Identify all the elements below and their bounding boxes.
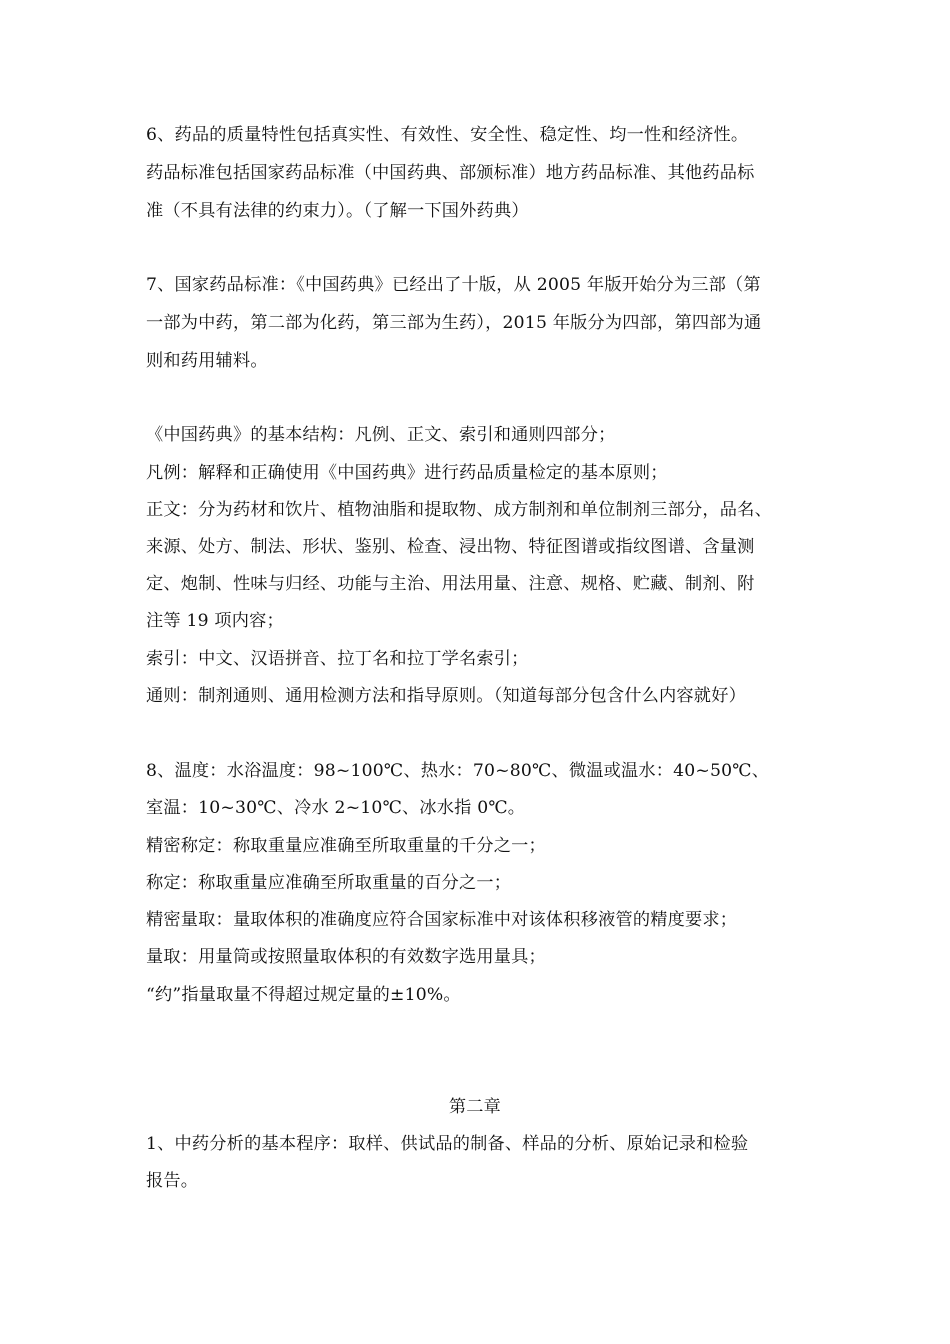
paragraph-line: 称定：称取重量应准确至所取重量的百分之一； [146,873,512,893]
paragraph-line: 《中国药典》的基本结构：凡例、正文、索引和通则四部分； [146,425,616,445]
paragraph-line: 定、炮制、性味与归经、功能与主治、用法用量、注意、规格、贮藏、制剂、附 [146,574,755,594]
paragraph-line: 准（不具有法律的约束力）。（了解一下国外药典） [146,201,529,221]
paragraph-line: 药品标准包括国家药品标准（中国药典、部颁标准）地方药品标准、其他药品标 [146,163,755,183]
paragraph-line: 则和药用辅料。 [146,351,268,371]
paragraph-line: 7、国家药品标准：《中国药典》已经出了十版，从 2005 年版开始分为三部（第 [146,275,761,295]
paragraph-line: 注等 19 项内容； [146,611,284,631]
paragraph-line: 报告。 [146,1171,199,1191]
paragraph-line: 1、中药分析的基本程序：取样、供试品的制备、样品的分析、原始记录和检验 [146,1134,749,1154]
paragraph-line: 量取：用量筒或按照量取体积的有效数字选用量具； [146,947,546,967]
paragraph-line: 通则：制剂通则、通用检测方法和指导原则。（知道每部分包含什么内容就好） [146,686,746,706]
chapter-heading: 第二章 [448,1097,502,1117]
paragraph-line: 精密量取：量取体积的准确度应符合国家标准中对该体积移液管的精度要求； [146,910,738,930]
paragraph-line: 凡例：解释和正确使用《中国药典》进行药品质量检定的基本原则； [146,463,668,483]
paragraph-line: 6、药品的质量特性包括真实性、有效性、安全性、稳定性、均一性和经济性。 [146,125,749,145]
paragraph-line: 索引：中文、汉语拼音、拉丁名和拉丁学名索引； [146,649,529,669]
paragraph-line: 一部为中药，第二部为化药，第三部为生药），2015 年版分为四部，第四部为通 [146,313,762,333]
paragraph-line: 室温：10~30℃、冷水 2~10℃、冰水指 0℃。 [146,798,526,818]
paragraph-line: 精密称定：称取重量应准确至所取重量的千分之一； [146,836,546,856]
paragraph-line: “约”指量取量不得超过规定量的±10%。 [146,985,461,1005]
paragraph-line: 来源、处方、制法、形状、鉴别、检查、浸出物、特征图谱或指纹图谱、含量测 [146,537,755,557]
paragraph-line: 8、温度：水浴温度：98~100℃、热水：70~80℃、微温或温水：40~50℃、 [146,761,770,781]
paragraph-line: 正文：分为药材和饮片、植物油脂和提取物、成方制剂和单位制剂三部分，品名、 [146,500,772,520]
